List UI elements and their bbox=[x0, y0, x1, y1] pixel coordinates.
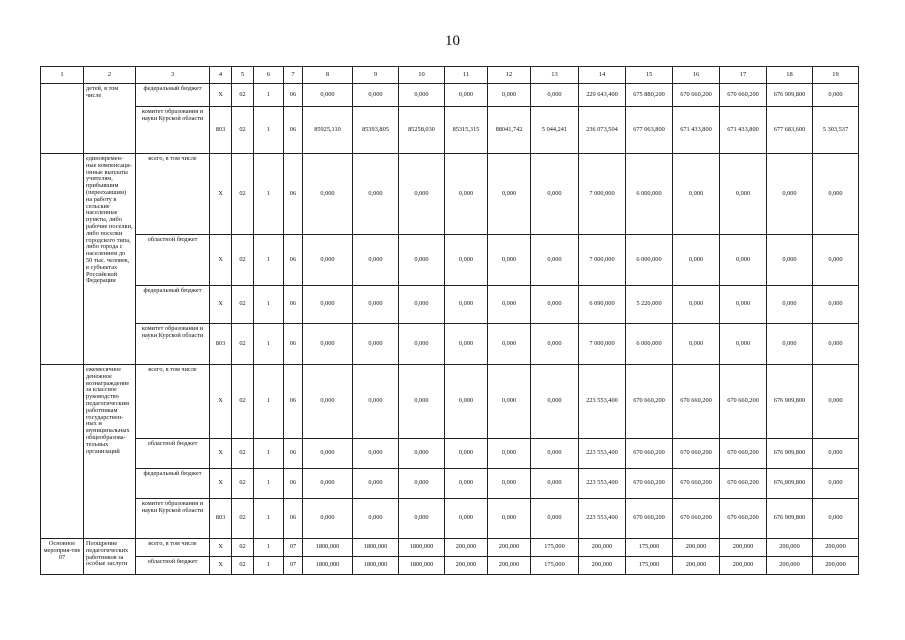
funding-source-cell: федеральный бюджет bbox=[136, 469, 210, 499]
event-name-cell: детей, в том числе bbox=[84, 84, 136, 154]
value-cell: 0,000 bbox=[813, 439, 859, 469]
event-name-cell: Поощрение педагогических работников за особые заслуги bbox=[84, 539, 136, 575]
value-cell: 0,000 bbox=[673, 324, 720, 365]
table-row bbox=[41, 324, 859, 365]
value-cell: 85315,315 bbox=[445, 107, 488, 154]
column-header-8: 8 bbox=[303, 67, 353, 84]
value-cell: 0,000 bbox=[488, 286, 531, 324]
value-cell: 175,000 bbox=[626, 557, 673, 575]
value-cell: 175,000 bbox=[531, 539, 579, 557]
value-cell: 0,000 bbox=[813, 235, 859, 286]
value-cell: 200,000 bbox=[673, 539, 720, 557]
value-cell: 0,000 bbox=[767, 324, 813, 365]
table-row bbox=[41, 557, 859, 575]
value-cell: 85393,805 bbox=[353, 107, 399, 154]
value-cell: 6 090,000 bbox=[579, 286, 626, 324]
value-cell: 670 660,200 bbox=[626, 439, 673, 469]
value-cell: 670 660,200 bbox=[626, 365, 673, 439]
code-cell-c4: X bbox=[210, 557, 232, 575]
value-cell: 0,000 bbox=[488, 84, 531, 107]
value-cell: 0,000 bbox=[445, 324, 488, 365]
code-cell-c7: 06 bbox=[284, 365, 303, 439]
code-cell-c7: 07 bbox=[284, 557, 303, 575]
value-cell: 0,000 bbox=[399, 286, 445, 324]
value-cell: 5 220,000 bbox=[626, 286, 673, 324]
value-cell: 670 660,200 bbox=[720, 365, 767, 439]
table-row bbox=[41, 499, 859, 539]
value-cell: 0,000 bbox=[488, 324, 531, 365]
value-cell: 223 553,400 bbox=[579, 365, 626, 439]
code-cell-c6: 1 bbox=[254, 439, 284, 469]
value-cell: 0,000 bbox=[353, 469, 399, 499]
value-cell: 0,000 bbox=[531, 469, 579, 499]
code-cell-c7: 06 bbox=[284, 499, 303, 539]
value-cell: 0,000 bbox=[399, 499, 445, 539]
table-row bbox=[41, 365, 859, 439]
value-cell: 175,000 bbox=[531, 557, 579, 575]
code-cell-c4: X bbox=[210, 286, 232, 324]
code-cell-c5: 02 bbox=[232, 107, 254, 154]
column-header-16: 16 bbox=[673, 67, 720, 84]
value-cell: 0,000 bbox=[303, 154, 353, 235]
funding-source-cell: всего, в том числе bbox=[136, 539, 210, 557]
value-cell: 6 000,000 bbox=[626, 324, 673, 365]
value-cell: 0,000 bbox=[673, 235, 720, 286]
value-cell: 676,909,800 bbox=[767, 469, 813, 499]
value-cell: 0,000 bbox=[813, 84, 859, 107]
value-cell: 0,000 bbox=[445, 439, 488, 469]
table-row bbox=[41, 286, 859, 324]
value-cell: 223 553,400 bbox=[579, 499, 626, 539]
value-cell: 200,000 bbox=[767, 557, 813, 575]
value-cell: 223 553,400 bbox=[579, 439, 626, 469]
column-header-7: 7 bbox=[284, 67, 303, 84]
value-cell: 1800,000 bbox=[353, 539, 399, 557]
value-cell: 0,000 bbox=[720, 286, 767, 324]
value-cell: 0,000 bbox=[303, 469, 353, 499]
code-cell-c7: 06 bbox=[284, 324, 303, 365]
table-row bbox=[41, 439, 859, 469]
value-cell: 0,000 bbox=[488, 499, 531, 539]
value-cell: 676 909,800 bbox=[767, 365, 813, 439]
value-cell: 200,000 bbox=[720, 557, 767, 575]
value-cell: 5 044,241 bbox=[531, 107, 579, 154]
value-cell: 0,000 bbox=[767, 154, 813, 235]
value-cell: 223 553,400 bbox=[579, 469, 626, 499]
funding-source-cell: комитет образования и науки Курской области bbox=[136, 499, 210, 539]
column-header-3: 3 bbox=[136, 67, 210, 84]
event-name-cell: единовремен-ные компенсаци-онные выплаты учителям, прибывшим (переехавшим) на работу в сельские населенные пункты, либо рабочие поселки, либо поселки городского типа, либо города с населением до 50 тыс. человек, в субъектах Российской Федерации bbox=[84, 154, 136, 365]
code-cell-c7: 06 bbox=[284, 439, 303, 469]
code-cell-c7: 07 bbox=[284, 539, 303, 557]
column-header-4: 4 bbox=[210, 67, 232, 84]
table-row bbox=[41, 154, 859, 235]
value-cell: 0,000 bbox=[531, 235, 579, 286]
value-cell: 676 909,800 bbox=[767, 439, 813, 469]
table-row bbox=[41, 84, 859, 107]
value-cell: 0,000 bbox=[720, 235, 767, 286]
value-cell: 671 433,800 bbox=[673, 107, 720, 154]
page-number: 10 bbox=[445, 33, 460, 49]
value-cell: 676 909,800 bbox=[767, 499, 813, 539]
column-header-14: 14 bbox=[579, 67, 626, 84]
column-header-19: 19 bbox=[813, 67, 859, 84]
value-cell: 0,000 bbox=[488, 365, 531, 439]
code-cell-c5: 02 bbox=[232, 324, 254, 365]
value-cell: 200,000 bbox=[673, 557, 720, 575]
value-cell: 670 660,200 bbox=[720, 499, 767, 539]
value-cell: 7 000,000 bbox=[579, 324, 626, 365]
value-cell: 0,000 bbox=[488, 469, 531, 499]
value-cell: 670 660,200 bbox=[626, 469, 673, 499]
value-cell: 0,000 bbox=[353, 235, 399, 286]
code-cell-c5: 02 bbox=[232, 235, 254, 286]
code-cell-c6: 1 bbox=[254, 469, 284, 499]
code-cell-c5: 02 bbox=[232, 557, 254, 575]
value-cell: 0,000 bbox=[399, 235, 445, 286]
funding-source-cell: областной бюджет bbox=[136, 235, 210, 286]
column-header-9: 9 bbox=[353, 67, 399, 84]
value-cell: 200,000 bbox=[579, 539, 626, 557]
funding-source-cell: областной бюджет bbox=[136, 557, 210, 575]
column-header-17: 17 bbox=[720, 67, 767, 84]
funding-source-cell: федеральный бюджет bbox=[136, 286, 210, 324]
value-cell: 0,000 bbox=[488, 235, 531, 286]
code-cell-c4: 803 bbox=[210, 499, 232, 539]
column-header-18: 18 bbox=[767, 67, 813, 84]
value-cell: 200,000 bbox=[579, 557, 626, 575]
code-cell-c7: 06 bbox=[284, 107, 303, 154]
value-cell: 175,000 bbox=[626, 539, 673, 557]
value-cell: 0,000 bbox=[303, 235, 353, 286]
value-cell: 670 660,200 bbox=[720, 439, 767, 469]
value-cell: 670 660,200 bbox=[673, 439, 720, 469]
value-cell: 6 000,000 bbox=[626, 154, 673, 235]
value-cell: 0,000 bbox=[531, 365, 579, 439]
value-cell: 0,000 bbox=[488, 439, 531, 469]
code-cell-c6: 1 bbox=[254, 324, 284, 365]
value-cell: 0,000 bbox=[303, 439, 353, 469]
code-cell-c7: 06 bbox=[284, 235, 303, 286]
code-cell-c4: X bbox=[210, 154, 232, 235]
value-cell: 0,000 bbox=[445, 469, 488, 499]
code-cell-c6: 1 bbox=[254, 365, 284, 439]
code-cell-c4: 803 bbox=[210, 324, 232, 365]
value-cell: 85925,110 bbox=[303, 107, 353, 154]
value-cell: 0,000 bbox=[767, 235, 813, 286]
code-cell-c6: 1 bbox=[254, 235, 284, 286]
value-cell: 670 660,200 bbox=[673, 499, 720, 539]
activity-cell bbox=[41, 154, 84, 365]
code-cell-c5: 02 bbox=[232, 539, 254, 557]
code-cell-c6: 1 bbox=[254, 557, 284, 575]
code-cell-c4: X bbox=[210, 235, 232, 286]
column-header-12: 12 bbox=[488, 67, 531, 84]
table-row bbox=[41, 539, 859, 557]
value-cell: 0,000 bbox=[531, 154, 579, 235]
column-header-13: 13 bbox=[531, 67, 579, 84]
value-cell: 0,000 bbox=[445, 286, 488, 324]
funding-source-cell: комитет образования и науки Курской области bbox=[136, 324, 210, 365]
value-cell: 85258,030 bbox=[399, 107, 445, 154]
value-cell: 0,000 bbox=[720, 324, 767, 365]
code-cell-c4: X bbox=[210, 469, 232, 499]
funding-source-cell: комитет образования и науки Курской области bbox=[136, 107, 210, 154]
column-header-10: 10 bbox=[399, 67, 445, 84]
value-cell: 670 660,200 bbox=[673, 469, 720, 499]
header-row bbox=[41, 67, 859, 84]
value-cell: 0,000 bbox=[399, 439, 445, 469]
value-cell: 670 660,200 bbox=[720, 84, 767, 107]
value-cell: 200,000 bbox=[488, 539, 531, 557]
value-cell: 0,000 bbox=[353, 439, 399, 469]
value-cell: 0,000 bbox=[813, 499, 859, 539]
value-cell: 670 660,200 bbox=[720, 469, 767, 499]
value-cell: 0,000 bbox=[445, 154, 488, 235]
column-header-1: 1 bbox=[41, 67, 84, 84]
value-cell: 0,000 bbox=[531, 499, 579, 539]
value-cell: 0,000 bbox=[445, 84, 488, 107]
code-cell-c6: 1 bbox=[254, 107, 284, 154]
value-cell: 0,000 bbox=[399, 469, 445, 499]
value-cell: 675 880,200 bbox=[626, 84, 673, 107]
value-cell: 670 660,200 bbox=[673, 84, 720, 107]
value-cell: 0,000 bbox=[303, 365, 353, 439]
code-cell-c6: 1 bbox=[254, 154, 284, 235]
funding-source-cell: всего, в том числе bbox=[136, 365, 210, 439]
table-row bbox=[41, 469, 859, 499]
value-cell: 0,000 bbox=[353, 365, 399, 439]
value-cell: 200,000 bbox=[813, 539, 859, 557]
value-cell: 0,000 bbox=[531, 324, 579, 365]
activity-cell bbox=[41, 365, 84, 539]
activity-cell: Основное мероприя-тие 07 bbox=[41, 539, 84, 575]
code-cell-c4: X bbox=[210, 84, 232, 107]
value-cell: 0,000 bbox=[813, 286, 859, 324]
value-cell: 0,000 bbox=[720, 154, 767, 235]
code-cell-c5: 02 bbox=[232, 84, 254, 107]
code-cell-c6: 1 bbox=[254, 84, 284, 107]
value-cell: 1800,000 bbox=[399, 539, 445, 557]
code-cell-c5: 02 bbox=[232, 286, 254, 324]
value-cell: 0,000 bbox=[813, 469, 859, 499]
event-name-cell: ежемесячное денежное вознаграждение за классное руководство педагогическим работникам государствен-ных и муниципальных общеобразова-тельных организаций bbox=[84, 365, 136, 539]
value-cell: 0,000 bbox=[399, 154, 445, 235]
value-cell: 676 909,800 bbox=[767, 84, 813, 107]
value-cell: 0,000 bbox=[813, 324, 859, 365]
value-cell: 0,000 bbox=[353, 154, 399, 235]
code-cell-c5: 02 bbox=[232, 154, 254, 235]
value-cell: 1800,000 bbox=[303, 539, 353, 557]
value-cell: 0,000 bbox=[673, 286, 720, 324]
column-header-6: 6 bbox=[254, 67, 284, 84]
value-cell: 0,000 bbox=[399, 324, 445, 365]
value-cell: 0,000 bbox=[531, 84, 579, 107]
code-cell-c4: X bbox=[210, 439, 232, 469]
value-cell: 88041,742 bbox=[488, 107, 531, 154]
value-cell: 0,000 bbox=[767, 286, 813, 324]
value-cell: 200,000 bbox=[813, 557, 859, 575]
value-cell: 0,000 bbox=[303, 84, 353, 107]
table-row bbox=[41, 235, 859, 286]
value-cell: 0,000 bbox=[445, 499, 488, 539]
column-header-11: 11 bbox=[445, 67, 488, 84]
code-cell-c7: 06 bbox=[284, 154, 303, 235]
value-cell: 200,000 bbox=[445, 557, 488, 575]
value-cell: 0,000 bbox=[488, 154, 531, 235]
value-cell: 0,000 bbox=[673, 154, 720, 235]
column-header-15: 15 bbox=[626, 67, 673, 84]
value-cell: 229 643,400 bbox=[579, 84, 626, 107]
code-cell-c6: 1 bbox=[254, 499, 284, 539]
code-cell-c4: X bbox=[210, 539, 232, 557]
code-cell-c7: 06 bbox=[284, 469, 303, 499]
value-cell: 0,000 bbox=[813, 154, 859, 235]
funding-source-cell: всего, в том числе bbox=[136, 154, 210, 235]
value-cell: 236 073,504 bbox=[579, 107, 626, 154]
table-row bbox=[41, 107, 859, 154]
value-cell: 0,000 bbox=[353, 324, 399, 365]
value-cell: 0,000 bbox=[399, 84, 445, 107]
code-cell-c4: X bbox=[210, 365, 232, 439]
value-cell: 0,000 bbox=[399, 365, 445, 439]
value-cell: 670 660,200 bbox=[673, 365, 720, 439]
value-cell: 0,000 bbox=[445, 235, 488, 286]
value-cell: 7 000,000 bbox=[579, 235, 626, 286]
code-cell-c6: 1 bbox=[254, 286, 284, 324]
code-cell-c7: 06 bbox=[284, 286, 303, 324]
value-cell: 0,000 bbox=[531, 286, 579, 324]
value-cell: 200,000 bbox=[488, 557, 531, 575]
value-cell: 200,000 bbox=[767, 539, 813, 557]
column-header-2: 2 bbox=[84, 67, 136, 84]
value-cell: 0,000 bbox=[353, 286, 399, 324]
code-cell-c5: 02 bbox=[232, 499, 254, 539]
value-cell: 0,000 bbox=[303, 499, 353, 539]
value-cell: 671 433,800 bbox=[720, 107, 767, 154]
funding-source-cell: федеральный бюджет bbox=[136, 84, 210, 107]
activity-cell bbox=[41, 84, 84, 154]
code-cell-c5: 02 bbox=[232, 469, 254, 499]
funding-source-cell: областной бюджет bbox=[136, 439, 210, 469]
code-cell-c5: 02 bbox=[232, 439, 254, 469]
value-cell: 1800,000 bbox=[399, 557, 445, 575]
value-cell: 670 660,200 bbox=[626, 499, 673, 539]
column-header-5: 5 bbox=[232, 67, 254, 84]
value-cell: 0,000 bbox=[303, 324, 353, 365]
code-cell-c5: 02 bbox=[232, 365, 254, 439]
value-cell: 0,000 bbox=[445, 365, 488, 439]
value-cell: 0,000 bbox=[531, 439, 579, 469]
value-cell: 1800,000 bbox=[303, 557, 353, 575]
value-cell: 7 000,000 bbox=[579, 154, 626, 235]
value-cell: 200,000 bbox=[720, 539, 767, 557]
value-cell: 677 683,600 bbox=[767, 107, 813, 154]
value-cell: 6 000,000 bbox=[626, 235, 673, 286]
value-cell: 0,000 bbox=[353, 499, 399, 539]
code-cell-c7: 06 bbox=[284, 84, 303, 107]
value-cell: 5 303,537 bbox=[813, 107, 859, 154]
value-cell: 0,000 bbox=[353, 84, 399, 107]
value-cell: 0,000 bbox=[303, 286, 353, 324]
value-cell: 677 063,800 bbox=[626, 107, 673, 154]
value-cell: 200,000 bbox=[445, 539, 488, 557]
value-cell: 1800,000 bbox=[353, 557, 399, 575]
code-cell-c4: 803 bbox=[210, 107, 232, 154]
code-cell-c6: 1 bbox=[254, 539, 284, 557]
budget-table bbox=[40, 66, 859, 575]
value-cell: 0,000 bbox=[813, 365, 859, 439]
